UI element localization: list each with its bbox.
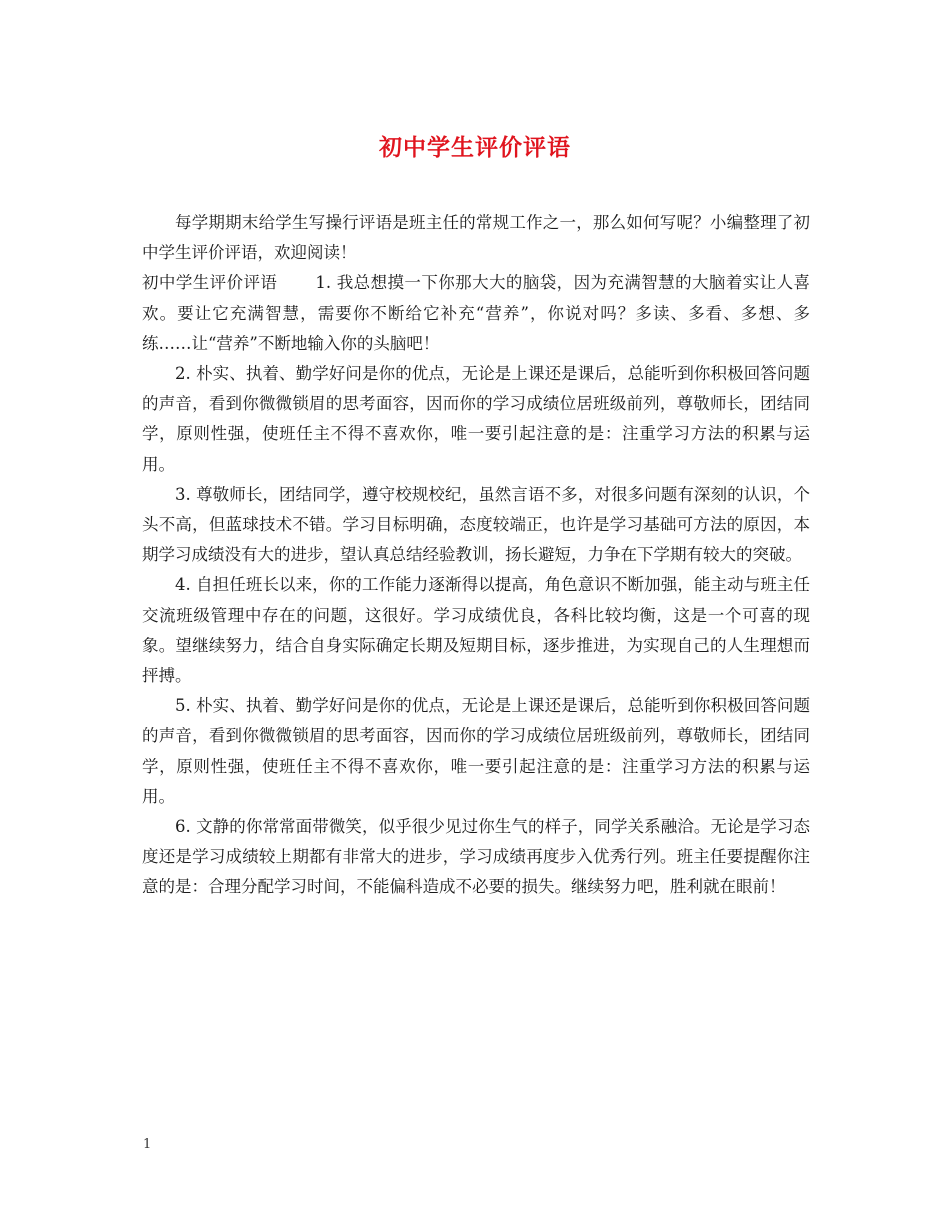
first-item-paragraph bbox=[142, 268, 810, 359]
item-paragraph-4: 4. 自担任班长以来，你的工作能力逐渐得以提高，角色意识不断加强，能主动与班主任交流班级管理中存在的问题，这很好。学习成绩优良，各科比较均衡，这是一个可喜的现象。望继续努力，结合自身实际确定长期及短期目标，逐步推进，为实现自己的人生理想而抨搏。 bbox=[142, 575, 810, 686]
document-body bbox=[142, 208, 810, 903]
item-text-1: 1. 我总想摸一下你那大大的脑袋，因为充满智慧的大脑着实让人喜欢。要让它充满智慧，需要你不断给它补充“营养”，你说对吗？多读、多看、多想、多练……让“营养”不断地输入你的头脑吧！ bbox=[142, 273, 810, 353]
intro-paragraph: 每学期期末给学生写操行评语是班主任的常规工作之一，那么如何写呢？小编整理了初中学生评价评语，欢迎阅读！ bbox=[142, 213, 810, 263]
item-paragraph-5: 5. 朴实、执着、勤学好问是你的优点，无论是上课还是课后，总能听到你积极回答问题的声音，看到你微微锁眉的思考面容，因而你的学习成绩位居班级前列，尊敬师长，团结同学，原则性强，使班任主不得不喜欢你，唯一要引起注意的是：注重学习方法的积累与运用。 bbox=[142, 696, 810, 806]
page-number: 1 bbox=[143, 1137, 152, 1152]
item-paragraph-3: 3. 尊敬师长，团结同学，遵守校规校纪，虽然言语不多，对很多问题有深刻的认识，个头不高，但蓝球技术不错。学习目标明确，态度较端正，也许是学习基础可方法的原因，本期学习成绩没有大的进步，望认真总结经验教训，扬长避短，力争在下学期有较大的突破。 bbox=[142, 484, 810, 565]
item-paragraph-2: 2. 朴实、执着、勤学好问是你的优点，无论是上课还是课后，总能听到你积极回答问题的声音，看到你微微锁眉的思考面容，因而你的学习成绩位居班级前列，尊敬师长，团结同学，原则性强，使班任主不得不喜欢你，唯一要引起注意的是：注重学习方法的积累与运用。 bbox=[142, 364, 810, 474]
item-paragraph-6: 6. 文静的你常常面带微笑，似乎很少见过你生气的样子，同学关系融洽。无论是学习态度还是学习成绩较上期都有非常大的进步，学习成绩再度步入优秀行列。班主任要提醒你注意的是：合理分配学习时间，不能偏科造成不必要的损失。继续努力吧，胜利就在眼前！ bbox=[142, 817, 810, 897]
section-label: 初中学生评价评语 bbox=[142, 273, 278, 293]
document-title: 初中学生评价评语 bbox=[379, 134, 571, 161]
